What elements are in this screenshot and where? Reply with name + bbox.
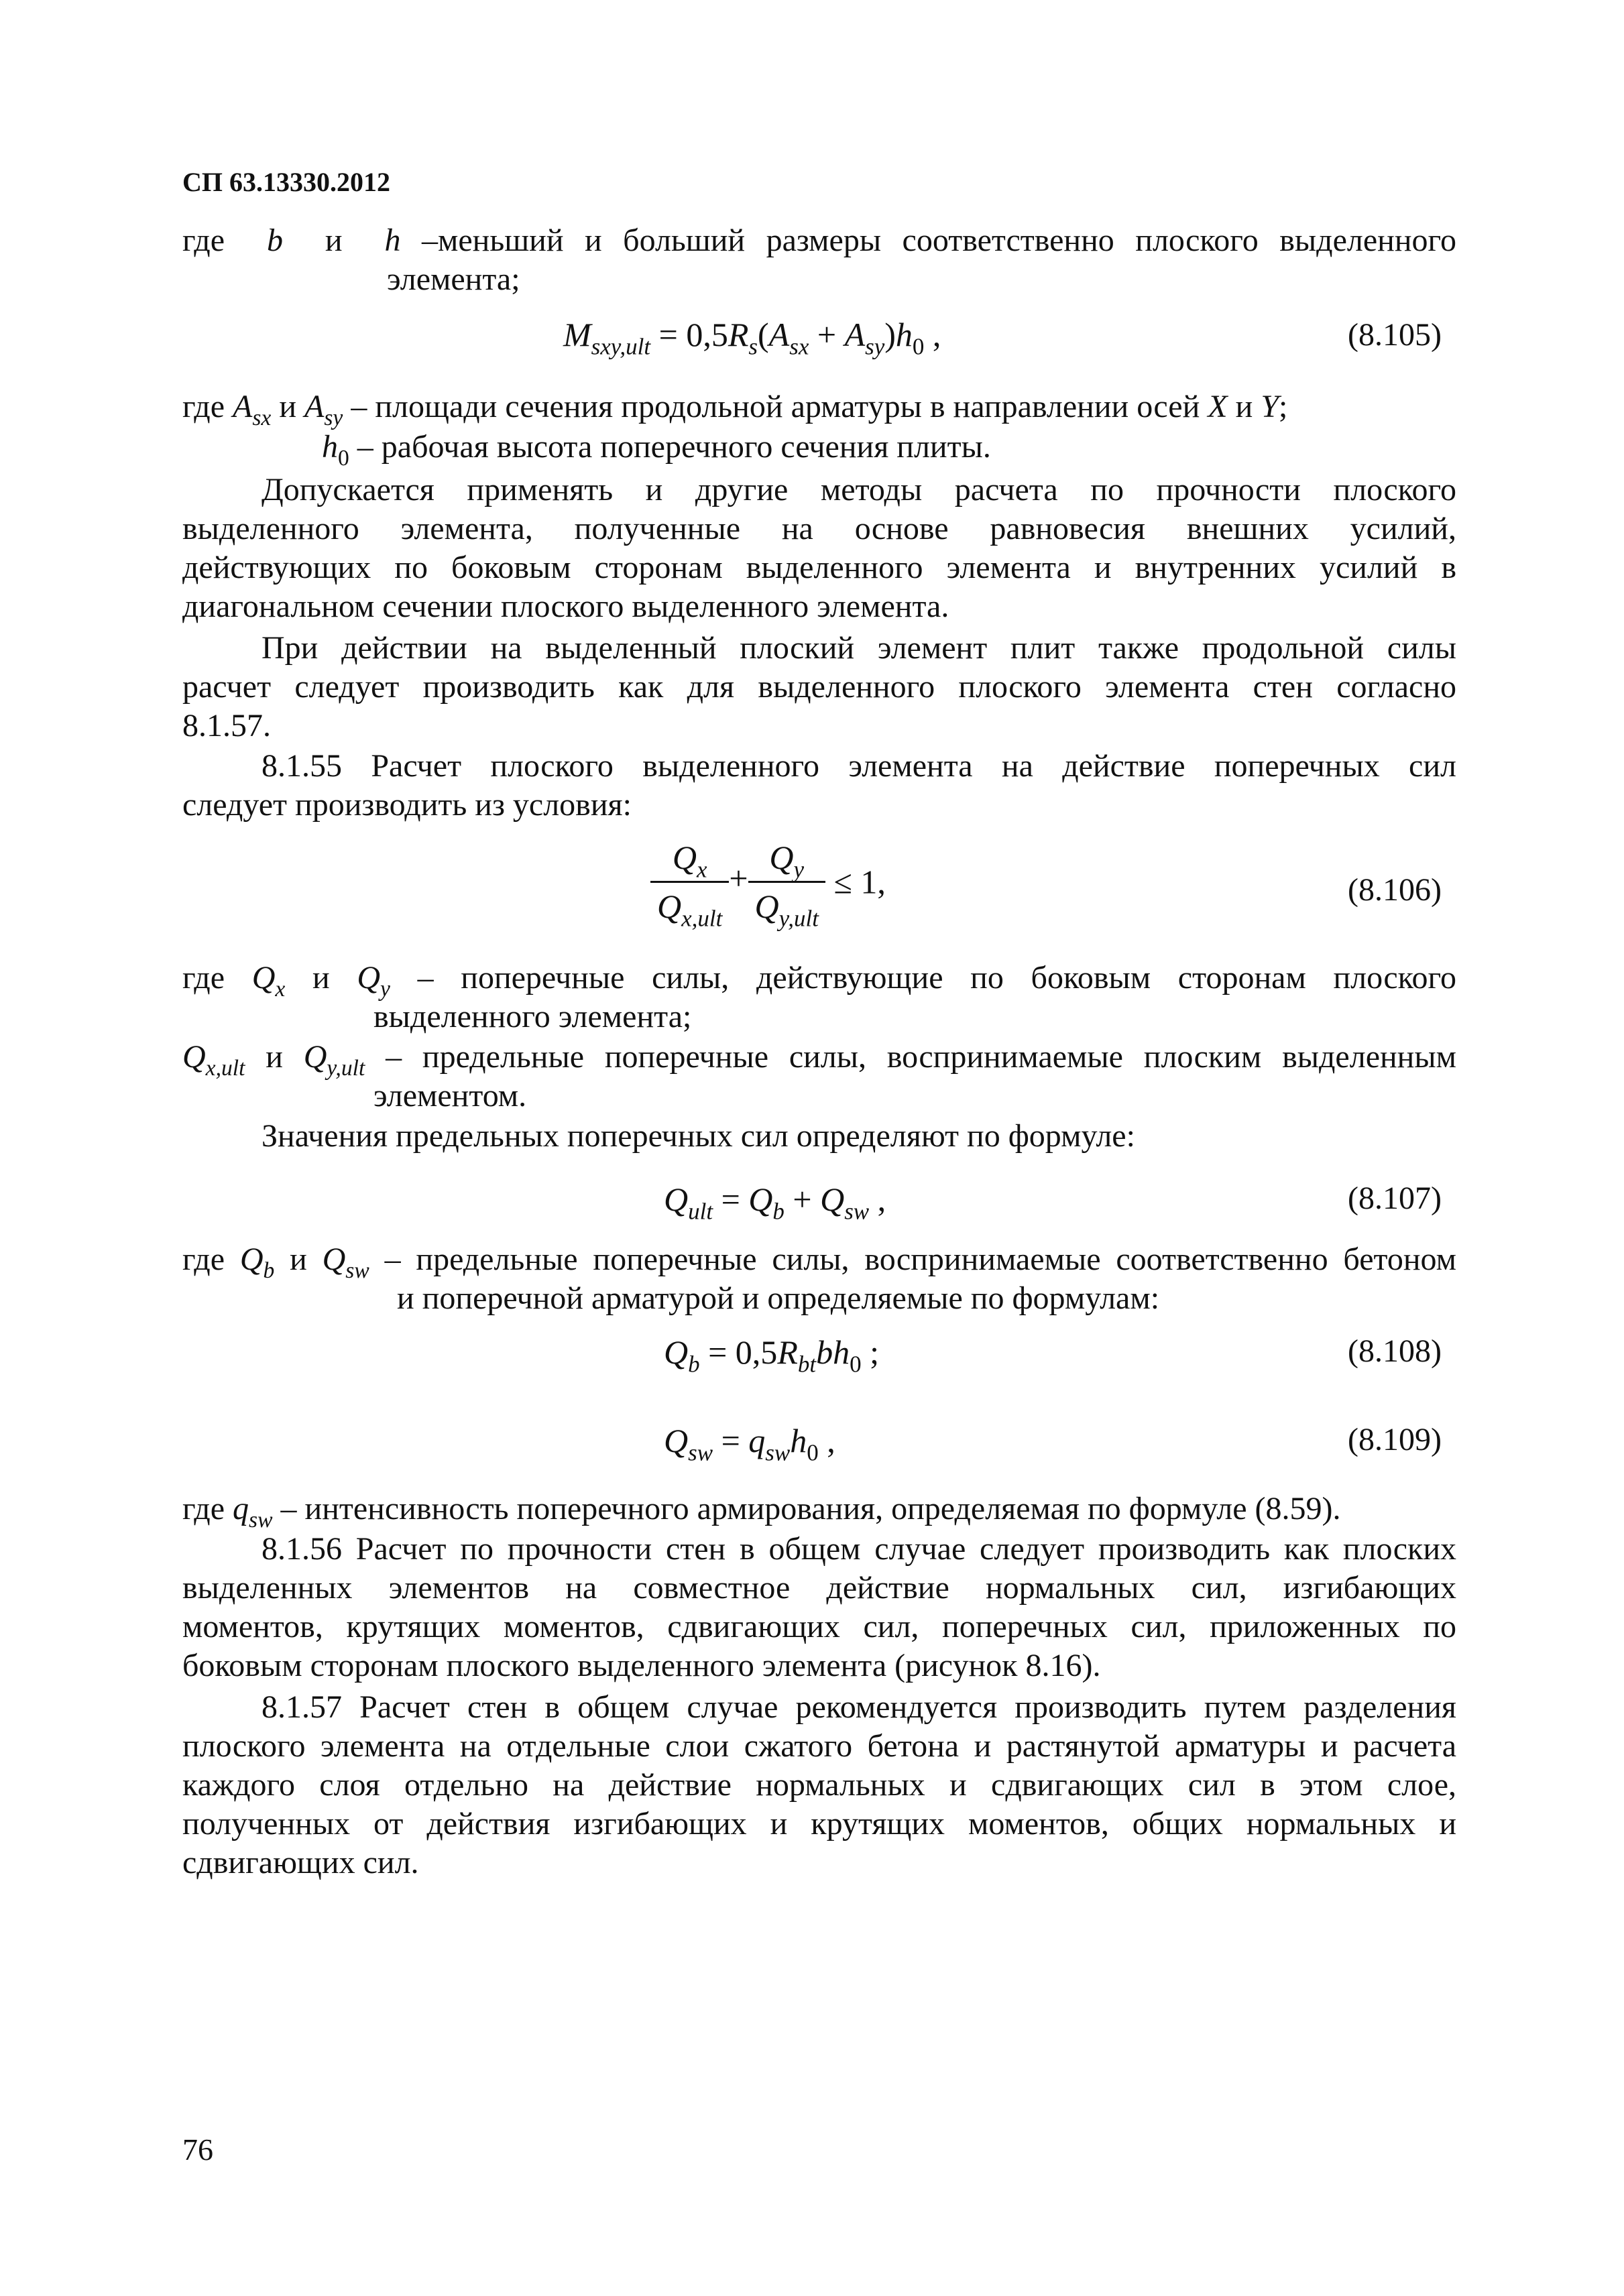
formula-8-105: $M_{sxy,ult} = 0,5R_s(A_{sx} + A_{sy})h_0$ , bbox=[563, 316, 941, 360]
formula-8-107: $Q_{ult} = Q_b + Q_{sw}$ , bbox=[664, 1181, 886, 1225]
definition-qb-qsw bbox=[182, 1240, 1456, 1318]
paragraph-line: 8.1.55 Расчет плоского выделенного элемента на действие поперечных сил bbox=[262, 748, 1456, 784]
paragraph-line: 8.1.57 Расчет стен в общем случае рекомендуется производить путем разделения bbox=[262, 1689, 1456, 1725]
paragraph-8-1-57 bbox=[182, 1688, 1456, 1882]
definition-continuation: выделенного элемента; bbox=[373, 999, 692, 1034]
paragraph-line: полученных от действия изгибающих и крутящих моментов, общих нормальных и bbox=[182, 1806, 1456, 1841]
paragraph-line: Допускается применять и другие методы расчета по прочности плоского bbox=[262, 472, 1456, 507]
paragraph-alternative-methods bbox=[182, 471, 1456, 626]
equation-number: (8.107) bbox=[1348, 1181, 1442, 1216]
paragraph-line: 8.1.57. bbox=[182, 708, 271, 743]
fraction-qy: $\frac{Q_y}{Q_{y,ult}}$ bbox=[748, 838, 825, 926]
paragraph-line: выделенного элемента, полученные на основе равновесия внешних усилий, bbox=[182, 511, 1456, 546]
equation-number: (8.108) bbox=[1348, 1333, 1442, 1369]
formula-8-106: $\frac{Q_x}{Q_{x,ult}}$ + $\frac{Q_y}{Q_{y,ult}}$ ≤ 1, bbox=[650, 838, 886, 926]
paragraph-line: выделенных элементов на совместное действие нормальных сил, изгибающих bbox=[182, 1570, 1456, 1606]
paragraph-line: 8.1.56 Расчет по прочности стен в общем случае следует производить как плоских bbox=[262, 1531, 1456, 1567]
equation-number: (8.109) bbox=[1348, 1422, 1442, 1457]
definition-continuation: и поперечной арматурой и определяемые по формулам: bbox=[397, 1280, 1160, 1316]
definition-qx-qy bbox=[182, 959, 1456, 1036]
paragraph-line: следует производить из условия: bbox=[182, 787, 632, 823]
paragraph-line: боковым сторонам плоского выделенного элемента (рисунок 8.16). bbox=[182, 1648, 1101, 1683]
equation-number: (8.105) bbox=[1348, 317, 1442, 353]
paragraph-line: расчет следует производить как для выделенного плоского элемента стен согласно bbox=[182, 669, 1456, 705]
definition-line: $Q_{x,ult}$ и $Q_{y,ult}$ – предельные поперечные силы, воспринимаемые плоским выделенным bbox=[182, 1039, 1456, 1081]
paragraph-8-1-55 bbox=[182, 747, 1456, 825]
paragraph-line: сдвигающих сил. bbox=[182, 1845, 419, 1880]
formula-8-109: $Q_{sw} = q_{sw}h_0$ , bbox=[664, 1422, 835, 1466]
formula-8-108: $Q_b = 0,5R_{bt}bh_0$ ; bbox=[664, 1333, 879, 1378]
definition-line: где $Q_x$ и $Q_y$ – поперечные силы, действующие по боковым сторонам плоского bbox=[182, 960, 1457, 1002]
fraction-qx: $\frac{Q_x}{Q_{x,ult}}$ bbox=[650, 838, 729, 926]
definition-line: где b и h –меньший и больший размеры соответственно плоского выделенного bbox=[182, 223, 1457, 258]
definition-asx-asy: где $A_{sx}$ и $A_{sy}$ – площади сечения продольной арматуры в направлении осей X и Y; bbox=[182, 389, 1288, 430]
paragraph-line: плоского элемента на отдельные слои сжатого бетона и растянутой арматуры и расчета bbox=[182, 1728, 1456, 1764]
paragraph-line: диагональном сечении плоского выделенного элемента. bbox=[182, 589, 949, 624]
page-number: 76 bbox=[182, 2132, 213, 2167]
paragraph-line: При действии на выделенный плоский элемент плит также продольной силы bbox=[262, 630, 1456, 666]
definition-continuation: элемента; bbox=[387, 261, 520, 297]
definition-b-h bbox=[182, 221, 1456, 299]
paragraph-longitudinal-force bbox=[182, 629, 1456, 745]
paragraph-line: действующих по боковым сторонам выделенного элемента и внутренних усилий в bbox=[182, 550, 1456, 585]
paragraph-line: моментов, крутящих моментов, сдвигающих сил, поперечных сил, приложенных по bbox=[182, 1609, 1456, 1644]
definition-line: где $Q_b$ и $Q_{sw}$ – предельные поперечные силы, воспринимаемые соответственно бетоном bbox=[182, 1242, 1456, 1283]
document-header: СП 63.13330.2012 bbox=[182, 167, 390, 197]
equation-number: (8.106) bbox=[1348, 872, 1442, 908]
definition-h0: $h_0$ – рабочая высота поперечного сечения плиты. bbox=[322, 429, 991, 471]
definition-qsw: где $q_{sw}$ – интенсивность поперечного армирования, определяемая по формуле (8.59). bbox=[182, 1491, 1341, 1532]
paragraph-ultimate-values: Значения предельных поперечных сил определяют по формуле: bbox=[262, 1118, 1135, 1154]
definition-qult bbox=[182, 1038, 1456, 1115]
definition-continuation: элементом. bbox=[373, 1078, 527, 1113]
paragraph-line: каждого слоя отдельно на действие нормальных и сдвигающих сил в этом слое, bbox=[182, 1767, 1456, 1803]
paragraph-8-1-56 bbox=[182, 1530, 1456, 1685]
